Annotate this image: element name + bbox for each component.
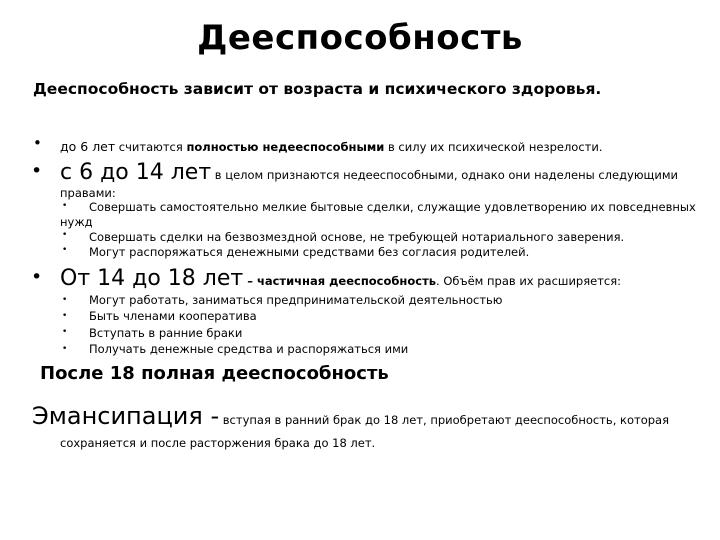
sub-item: Получать денежные средства и распоряжаться ими: [89, 342, 409, 356]
item-lead: с 6 до 14 лет: [60, 160, 212, 185]
sub-item: Могут распоряжаться денежными средствами без согласия родителей.: [89, 245, 530, 259]
sub-bullet: •: [62, 201, 68, 211]
item-text: . Объём прав их расширяется:: [436, 274, 622, 288]
item-14-18: [60, 266, 621, 291]
emancipation-term: Эмансипация -: [32, 402, 220, 430]
bullet-dot: •: [31, 266, 43, 288]
sub-bullet: •: [62, 327, 68, 337]
sub-bullet: •: [62, 344, 68, 354]
after-18-heading: После 18 полная дееспособность: [40, 363, 389, 384]
item-text: в силу их психической незрелости.: [384, 140, 603, 154]
bullet-dot: •: [31, 160, 43, 182]
item-lead: От 14 до 18 лет: [60, 266, 244, 291]
sub-bullet: •: [62, 230, 68, 240]
item-6-14: [60, 160, 678, 185]
item-text: в целом признаются недееспособными, однако они наделены следующими: [211, 168, 678, 182]
sub-item: Быть членами кооператива: [89, 309, 257, 323]
emancipation-text-cont: сохраняется и после расторжения брака до 18 лет.: [60, 436, 376, 450]
item-lead: до 6 лет: [60, 139, 116, 154]
emancipation-line: [32, 402, 669, 430]
sub-item-cont: нужд: [60, 215, 93, 229]
sub-item: Совершать сделки на безвозмездной основе, не требующей нотариального заверения.: [89, 230, 625, 244]
sub-item: Вступать в ранние браки: [89, 326, 243, 340]
item-bold-text: полностью недееспособными: [186, 140, 385, 154]
sub-item: Совершать самостоятельно мелкие бытовые сделки, служащие удовлетворению их повседневных: [89, 200, 696, 214]
item-text-cont: правами:: [60, 186, 116, 200]
emancipation-text: вступая в ранний брак до 18 лет, приобретают дееспособность, которая: [219, 413, 670, 427]
bullet-dot: •: [33, 134, 42, 152]
sub-bullet: •: [62, 245, 68, 255]
item-bold-text: – частичная дееспособность: [243, 274, 437, 288]
item-text: считаются: [115, 140, 187, 154]
sub-bullet: •: [62, 311, 68, 321]
sub-item: Могут работать, заниматься предпринимательской деятельностью: [89, 293, 503, 307]
item-under-6: [60, 136, 603, 155]
sub-bullet: •: [62, 295, 68, 305]
intro-text: Дееспособность зависит от возраста и психического здоровья.: [33, 80, 602, 98]
page-title: Дееспособность: [197, 18, 523, 58]
